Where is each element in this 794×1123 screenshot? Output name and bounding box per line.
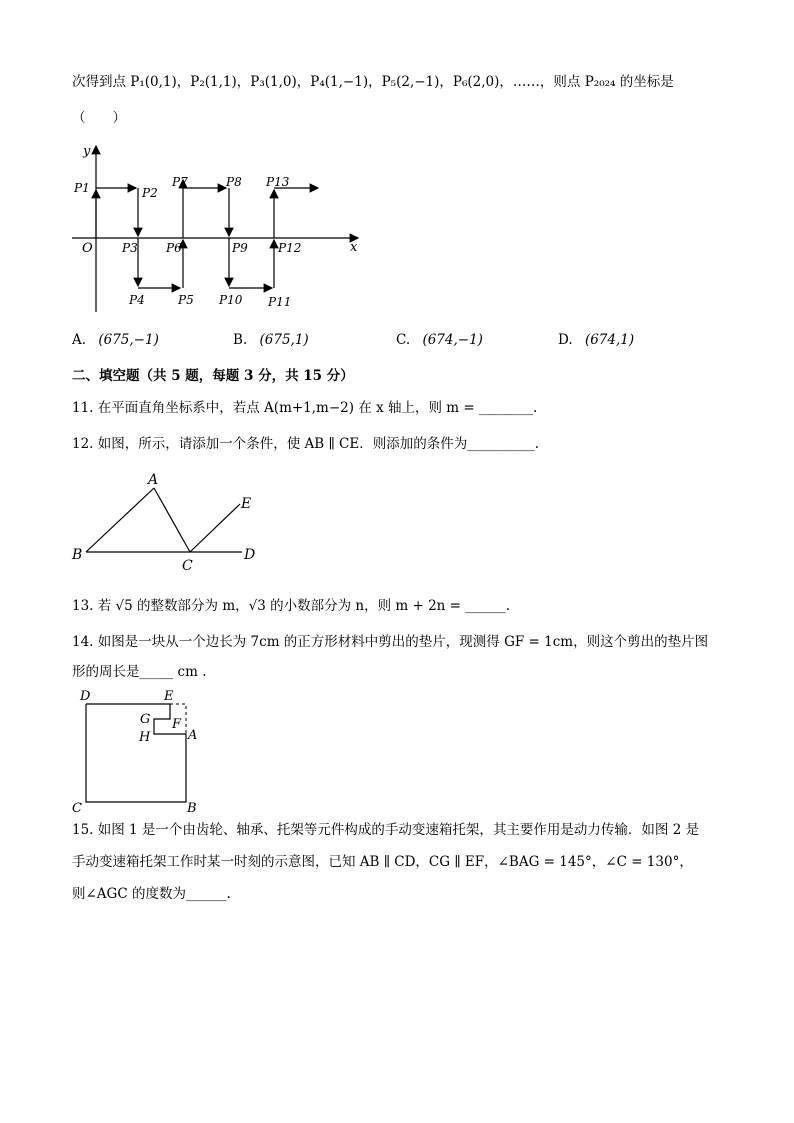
label-e: E — [164, 689, 174, 704]
label-a: A — [148, 472, 159, 488]
choice-d-text: (674,1) — [584, 332, 635, 348]
label-p3: P3 — [122, 241, 138, 255]
label-h: H — [139, 730, 151, 745]
label-d: D — [80, 689, 91, 704]
label-b: B — [187, 801, 197, 816]
q14-figure — [66, 686, 216, 816]
label-p4: P4 — [129, 293, 145, 307]
choice-c[interactable] — [396, 332, 483, 348]
q15-line-1: 15. 如图 1 是一个由齿轮、轴承、托架等元件构成的手动变速箱托架，其主要作用是动力传输．如图 2 是 — [72, 822, 700, 838]
label-p12: P12 — [278, 241, 302, 255]
q15-line-2: 手动变速箱托架工作时某一时刻的示意图，已知 AB ∥ CD，CG ∥ EF，∠BAG = 145°，∠C = 130°， — [72, 854, 693, 870]
label-c: C — [182, 558, 193, 574]
q15-line-3: 则∠AGC 的度数为______. — [72, 886, 231, 902]
choice-b[interactable] — [233, 332, 309, 348]
choice-b-letter: B. — [233, 332, 248, 348]
label-p8: P8 — [226, 175, 242, 189]
y-axis-label: y — [83, 144, 91, 159]
label-p1: P1 — [74, 181, 90, 195]
label-p6: P6 — [166, 241, 182, 255]
q14-line-2: 形的周长是_____ cm . — [72, 664, 207, 680]
section-2-title: 二、填空题（共 5 题，每题 3 分，共 15 分） — [72, 368, 354, 384]
choice-a-letter: A. — [72, 332, 87, 348]
label-g: G — [140, 712, 151, 727]
choice-d[interactable] — [558, 332, 634, 348]
q11-text: 11. 在平面直角坐标系中，若点 A(m+1,m−2) 在 x 轴上，则 m = ________. — [72, 400, 538, 416]
choice-a[interactable] — [72, 332, 159, 348]
q12-figure — [66, 470, 266, 576]
label-c: C — [72, 801, 82, 816]
choice-c-text: (674,−1) — [422, 332, 483, 348]
label-p9: P9 — [232, 241, 248, 255]
label-p13: P13 — [266, 175, 290, 189]
label-e: E — [241, 496, 252, 512]
q14-line-1: 14. 如图是一块从一个边长为 7cm 的正方形材料中剪出的垫片，现测得 GF = 1cm，则这个剪出的垫片图 — [72, 634, 709, 650]
label-p5: P5 — [178, 293, 194, 307]
choice-b-text: (675,1) — [259, 332, 309, 348]
q10-stem-line: 次得到点 P₁(0,1)，P₂(1,1)，P₃(1,0)，P₄(1,−1)，P₅(2,−1)，P₆(2,0)，……，则点 P₂₀₂₄ 的坐标是 — [72, 74, 674, 90]
label-f: F — [172, 717, 182, 732]
choice-c-letter: C. — [396, 332, 411, 348]
q13-text: 13. 若 √5 的整数部分为 m，√3 的小数部分为 n，则 m + 2n = ______. — [72, 598, 511, 614]
choice-a-text: (675,−1) — [98, 332, 159, 348]
q10-coordinate-figure — [66, 140, 376, 320]
label-d: D — [244, 547, 256, 563]
x-axis-label: x — [350, 240, 358, 255]
label-p11: P11 — [268, 295, 292, 309]
label-a: A — [188, 728, 198, 743]
choice-d-letter: D. — [558, 332, 573, 348]
origin-label: O — [82, 241, 93, 256]
label-p7: P7 — [172, 175, 188, 189]
label-b: B — [72, 547, 83, 563]
label-p10: P10 — [219, 293, 243, 307]
q12-text: 12. 如图，所示，请添加一个条件，使 AB ∥ CE．则添加的条件为__________. — [72, 436, 540, 452]
q10-answer-paren: （ ） — [72, 110, 126, 126]
label-p2: P2 — [142, 186, 158, 200]
